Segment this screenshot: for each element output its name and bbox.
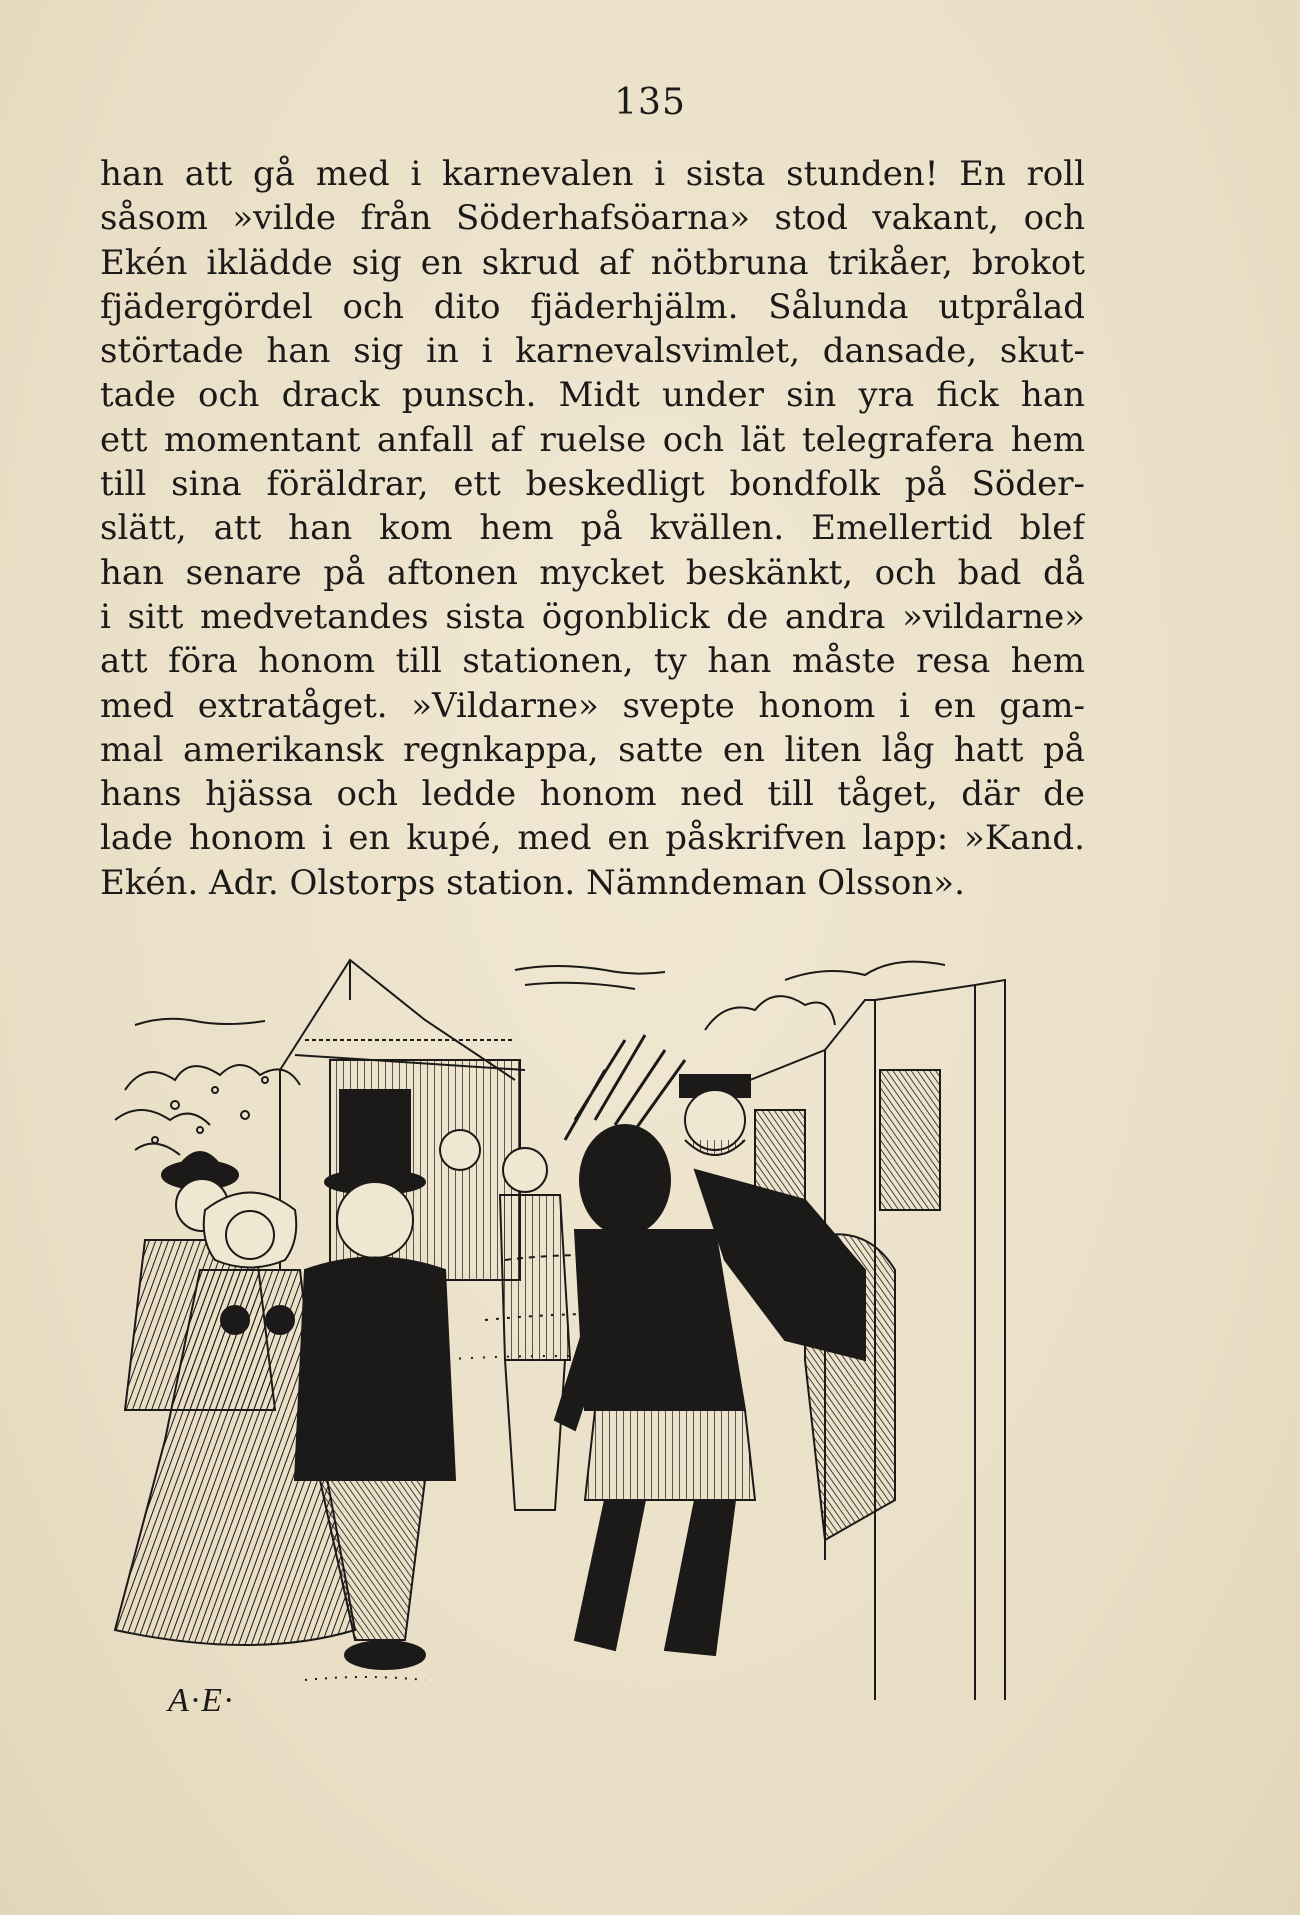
engraving-illustration (105, 940, 1105, 1730)
text-line: lade honom i en kupé, med en påskrifven lapp: »Kand. (100, 818, 1085, 859)
artist-monogram: A·E· (168, 1682, 235, 1719)
page-number: 135 (614, 82, 686, 123)
text-line: att föra honom till stationen, ty han måste resa hem (100, 641, 1085, 682)
text-line: i sitt medvetandes sista ögonblick de andra »vildarne» (100, 596, 1085, 637)
clouds (135, 962, 945, 1030)
body-text (100, 152, 1085, 905)
text-line: hans hjässa och ledde honom ned till tåget, där de (100, 774, 1085, 815)
text-line: Ekén. Adr. Olstorps station. Nämndeman Olsson». (100, 862, 965, 903)
text-line: slätt, att han kom hem på kvällen. Emellertid blef (100, 508, 1085, 549)
text-line: fjädergördel och dito fjäderhjälm. Sålunda utprålad (100, 286, 1085, 327)
text-line: han att gå med i karnevalen i sista stunden! En roll (100, 154, 1085, 194)
text-line: han senare på aftonen mycket beskänkt, och bad då (100, 552, 1085, 593)
text-line: till sina föräldrar, ett beskedligt bondfolk på Söder- (100, 464, 1085, 505)
foliage (115, 1065, 300, 1155)
text-line: med extratåget. »Vildarne» svepte honom i en gam- (100, 685, 1085, 726)
text-line: såsom »vilde från Söderhafsöarna» stod vakant, och (100, 198, 1085, 239)
text-line: störtade han sig in i karnevalsvimlet, dansade, skut- (100, 331, 1085, 372)
text-line: Ekén iklädde sig en skrud af nötbruna trikåer, brokot (100, 242, 1085, 283)
text-line: mal amerikansk regnkappa, satte en liten låg hatt på (100, 729, 1085, 770)
text-line: ett momentant anfall af ruelse och lät telegrafera hem (100, 419, 1085, 460)
text-line: tade och drack punsch. Midt under sin yra fick han (100, 375, 1085, 416)
